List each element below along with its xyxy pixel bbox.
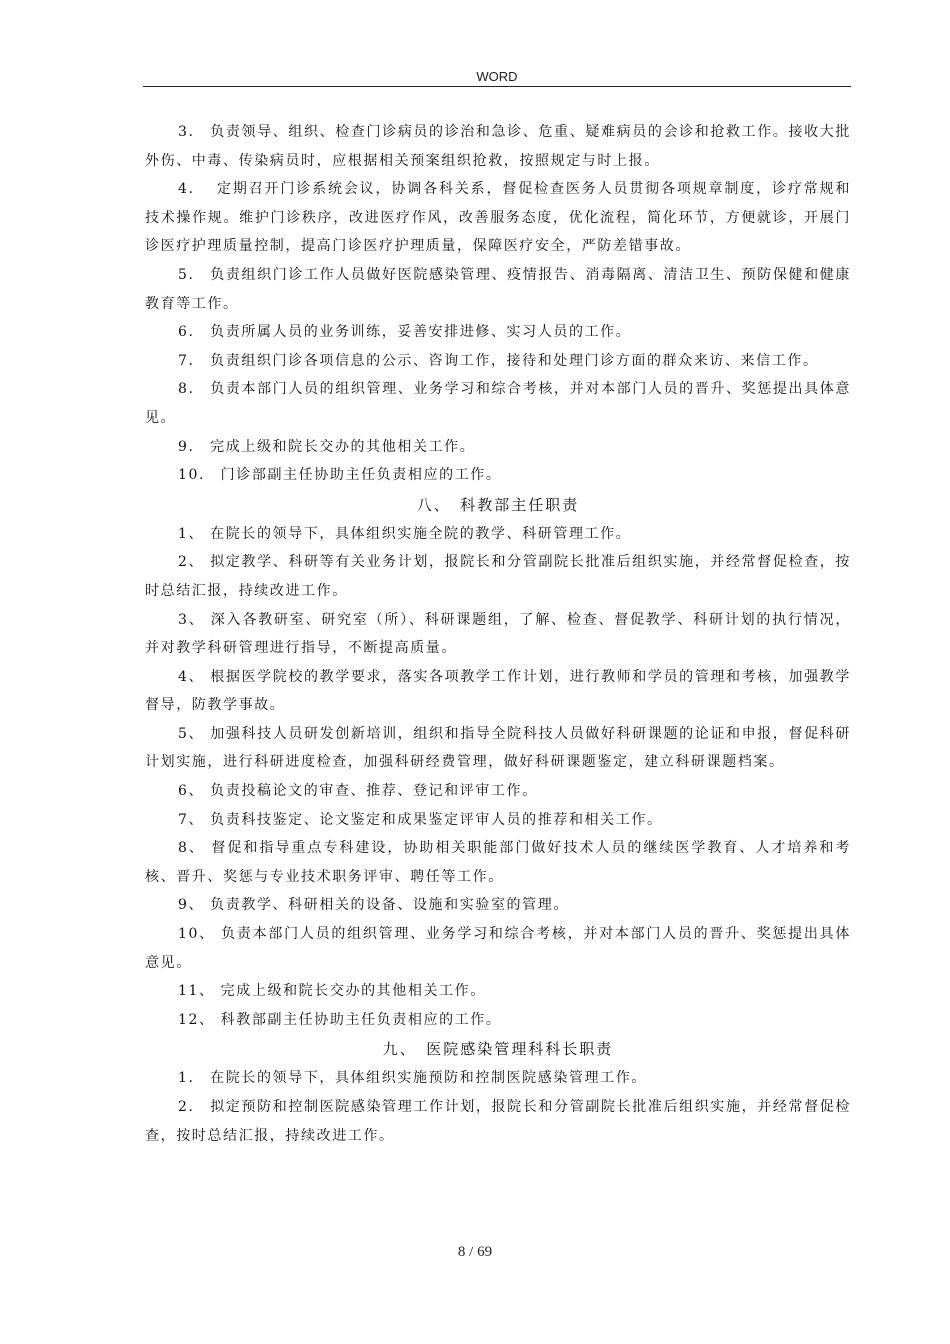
paragraph: 3. 负责领导、组织、检查门诊病员的诊治和急诊、危重、疑难病员的会诊和抢救工作。接收大批外伤、中毒、传染病员时，应根据相关预案组织抢救，按照规定与时上报。 — [145, 124, 851, 169]
paragraph: 5、 加强科技人员研发创新培训，组织和指导全院科技人员做好科研课题的论证和申报，督促科研计划实施，进行科研进度检查，加强科研经费管理，做好科研课题鉴定，建立科研课题档案。 — [145, 725, 851, 771]
paragraph: 9. 完成上级和院长交办的其他相关工作。 — [178, 438, 476, 455]
paragraph: 10. 门诊部副主任协助主任负责相应的工作。 — [178, 467, 502, 484]
page-header: WORD — [143, 68, 851, 87]
paragraph: 10、 负责本部门人员的组织管理、业务学习和综合考核，并对本部门人员的晋升、奖惩提出具体意见。 — [145, 926, 851, 971]
paragraph: 6. 负责所属人员的业务训练，妥善安排进修、实习人员的工作。 — [178, 324, 632, 341]
paragraph: 2. 拟定预防和控制医院感染管理工作计划，报院长和分管副院长批准后组织实施，并经常督促检查，按时总结汇报，持续改进工作。 — [145, 1099, 851, 1144]
paragraph: 2、 拟定教学、科研等有关业务计划，报院长和分管副院长批准后组织实施，并经常督促检查，按时总结汇报，持续改进工作。 — [145, 554, 851, 599]
paragraph: 1、 在院长的领导下，具体组织实施全院的教学、科研管理工作。 — [178, 525, 632, 542]
paragraph: 6、 负责投稿论文的审查、推荐、登记和评审工作。 — [178, 783, 538, 800]
paragraph: 11、 完成上级和院长交办的其他相关工作。 — [178, 983, 486, 1000]
paragraph: 4. 定期召开门诊系统会议，协调各科关系，督促检查医务人员贯彻各项规章制度，诊疗常规和技术操作规。维护门诊秩序，改进医疗作风，改善服务态度，优化流程，简化环节，方便就诊，开展门诊医疗护理质量控制，提高门诊医疗护理质量，保障医疗安全，严防差错事故。 — [145, 181, 851, 255]
paragraph: 12、 科教部副主任协助主任负责相应的工作。 — [178, 1011, 502, 1028]
section-heading: 九、 医院感染管理科科长职责 — [382, 1040, 614, 1059]
paragraph: 9、 负责教学、科研相关的设备、设施和实验室的管理。 — [178, 897, 569, 914]
paragraph: 5. 负责组织门诊工作人员做好医院感染管理、疫情报告、消毒隔离、清洁卫生、预防保健和健康教育等工作。 — [145, 266, 851, 312]
paragraph: 1. 在院长的领导下，具体组织实施预防和控制医院感染管理工作。 — [178, 1070, 647, 1087]
paragraph: 3、 深入各教研室、研究室（所）、科研课题组，了解、检查、督促教学、科研计划的执行情况，并对教学科研管理进行指导，不断提高质量。 — [145, 611, 851, 657]
paragraph: 8. 负责本部门人员的组织管理、业务学习和综合考核，并对本部门人员的晋升、奖惩提出具体意见。 — [145, 381, 851, 426]
section-heading: 八、 科教部主任职责 — [416, 495, 580, 514]
paragraph: 8、 督促和指导重点专科建设，协助相关职能部门做好技术人员的继续医学教育、人才培养和考核、晋升、奖惩与专业技术职务评审、聘任等工作。 — [145, 840, 851, 885]
paragraph: 7、 负责科技鉴定、论文鉴定和成果鉴定评审人员的推荐和相关工作。 — [178, 811, 663, 828]
paragraph: 4、 根据医学院校的教学要求，落实各项教学工作计划，进行教师和学员的管理和考核，加强教学督导，防教学事故。 — [145, 668, 851, 714]
document-body — [145, 118, 851, 1150]
page-number: 8 / 69 — [457, 1244, 493, 1260]
paragraph: 7. 负责组织门诊各项信息的公示、咨询工作，接待和处理门诊方面的群众来访、来信工作。 — [178, 352, 819, 369]
